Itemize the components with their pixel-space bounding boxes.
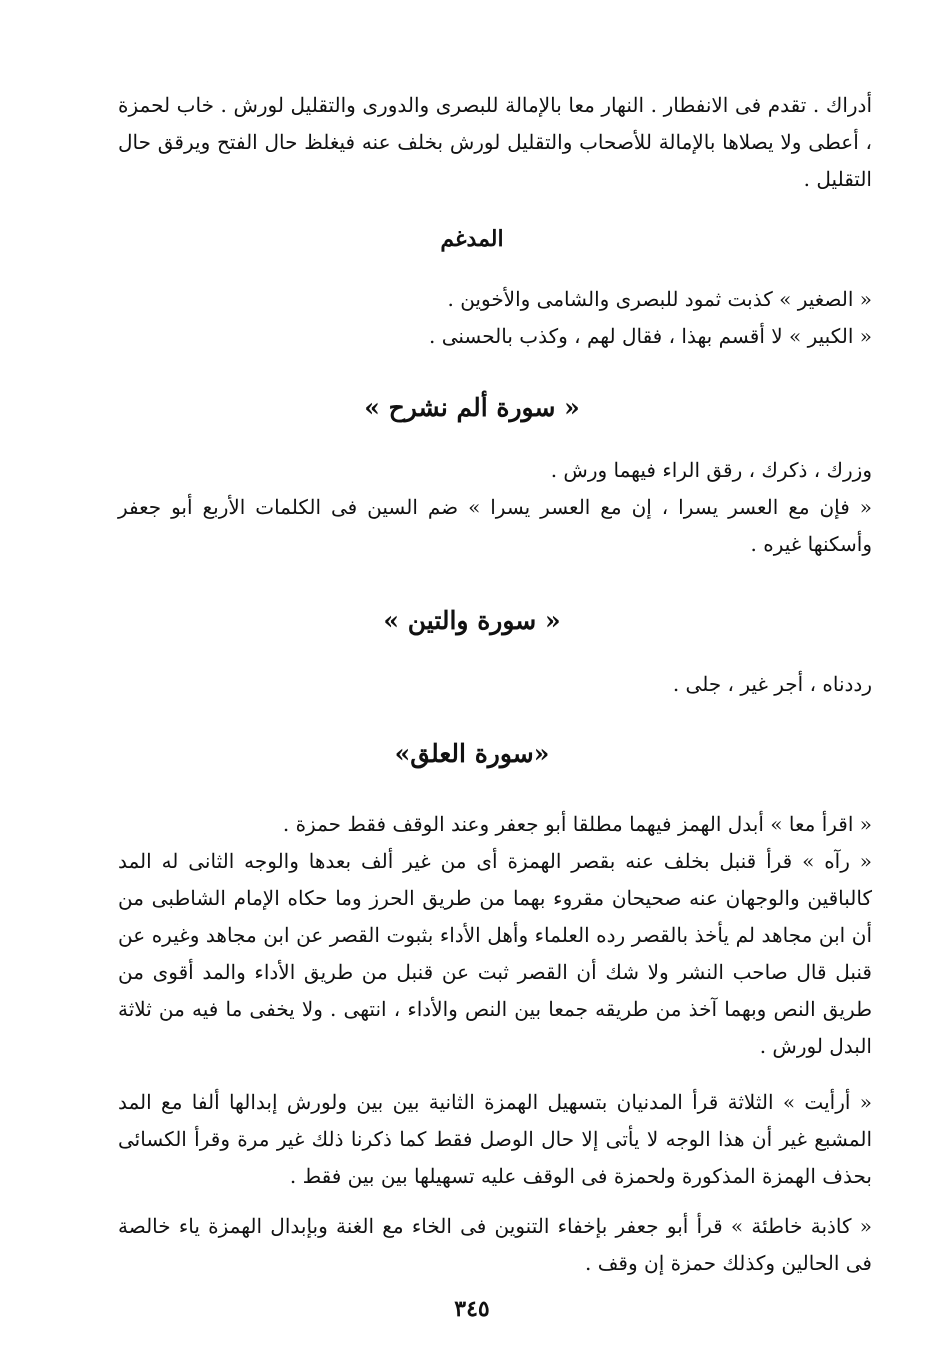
paragraph-tin: رددناه ، أجر غير ، جلى . xyxy=(672,672,872,696)
paragraph-infitar-continuation: أدراك . تقدم فى الانفطار . النهار معا بالإمالة للبصرى والدورى والتقليل لورش . خاب لحمزة ، أعطى ولا يصلاها بالإمالة للأصحاب والتقليل لورش بخلف عنه فيغلظ حال الفتح ويرقق حال التقليل . xyxy=(118,93,872,191)
paragraph-sharh-1: وزرك ، ذكرك ، رقق الراء فيهما ورش . xyxy=(550,458,872,482)
paragraph-alaq-4: « كاذبة خاطئة » قرأ أبو جعفر بإخفاء التنوين فى الخاء مع الغنة وبإبدال الهمزة ياء خالصة فى الحالين وكذلك حمزة إن وقف . xyxy=(118,1214,872,1275)
paragraph-large-idgham: « الكبير » لا أقسم بهذا ، فقال لهم ، وكذب بالحسنى . xyxy=(429,324,872,348)
paragraph-small-idgham: « الصغير » كذبت ثمود للبصرى والشامى والأخوين . xyxy=(447,287,872,311)
heading-surah-alaq: «سورة العلق» xyxy=(394,739,550,768)
paragraph-alaq-2: « رآه » قرأ قنبل بخلف عنه بقصر الهمزة أى من غير ألف بعدها والوجه الثانى له المد كالباقين والوجهان عنه صحيحان مقروء بهما من طريق الحرز وما حكاه الإمام الشاطبى من أن ابن مجاهد لم يأخذ بالقصر رده العلماء وأهل الأداء بثبوت القصر عن ابن مجاهد وغيره عن قنبل قال صاحب النشر ولا شك أن القصر ثبت عن قنبل من طريق الأداء والمد أقوى من طريق النص وبهما آخذ من طريقه جمعا بين النص والأداء ، انتهى . ولا يخفى ما فيه من ثلاثة البدل لورش . xyxy=(118,849,872,1058)
heading-surah-sharh: « سورة ألم نشرح » xyxy=(364,393,580,422)
page-number: ٣٤٥ xyxy=(454,1296,490,1322)
paragraph-alaq-1: « اقرأ معا » أبدل الهمز فيهما مطلقا أبو جعفر وعند الوقف فقط حمزة . xyxy=(282,812,872,836)
paragraph-alaq-3: « أرأيت » الثلاثة قرأ المدنيان بتسهيل الهمزة الثانية بين بين ولورش إبدالها ألفا مع المد المشبع غير أن هذا الوجه لا يأتى إلا حال الوصل فقط كما ذكرنا ذلك غير مرة وقرأ الكسائى بحذف الهمزة المذكورة ولحمزة فى الوقف عليه تسهيلها بين بين فقط . xyxy=(118,1090,872,1188)
paragraph-sharh-2: « فإن مع العسر يسرا ، إن مع العسر يسرا » ضم السين فى الكلمات الأربع أبو جعفر وأسكنها غيره . xyxy=(118,495,872,556)
heading-surah-tin: « سورة والتين » xyxy=(383,606,561,635)
heading-idgham: المدغم xyxy=(440,226,504,252)
